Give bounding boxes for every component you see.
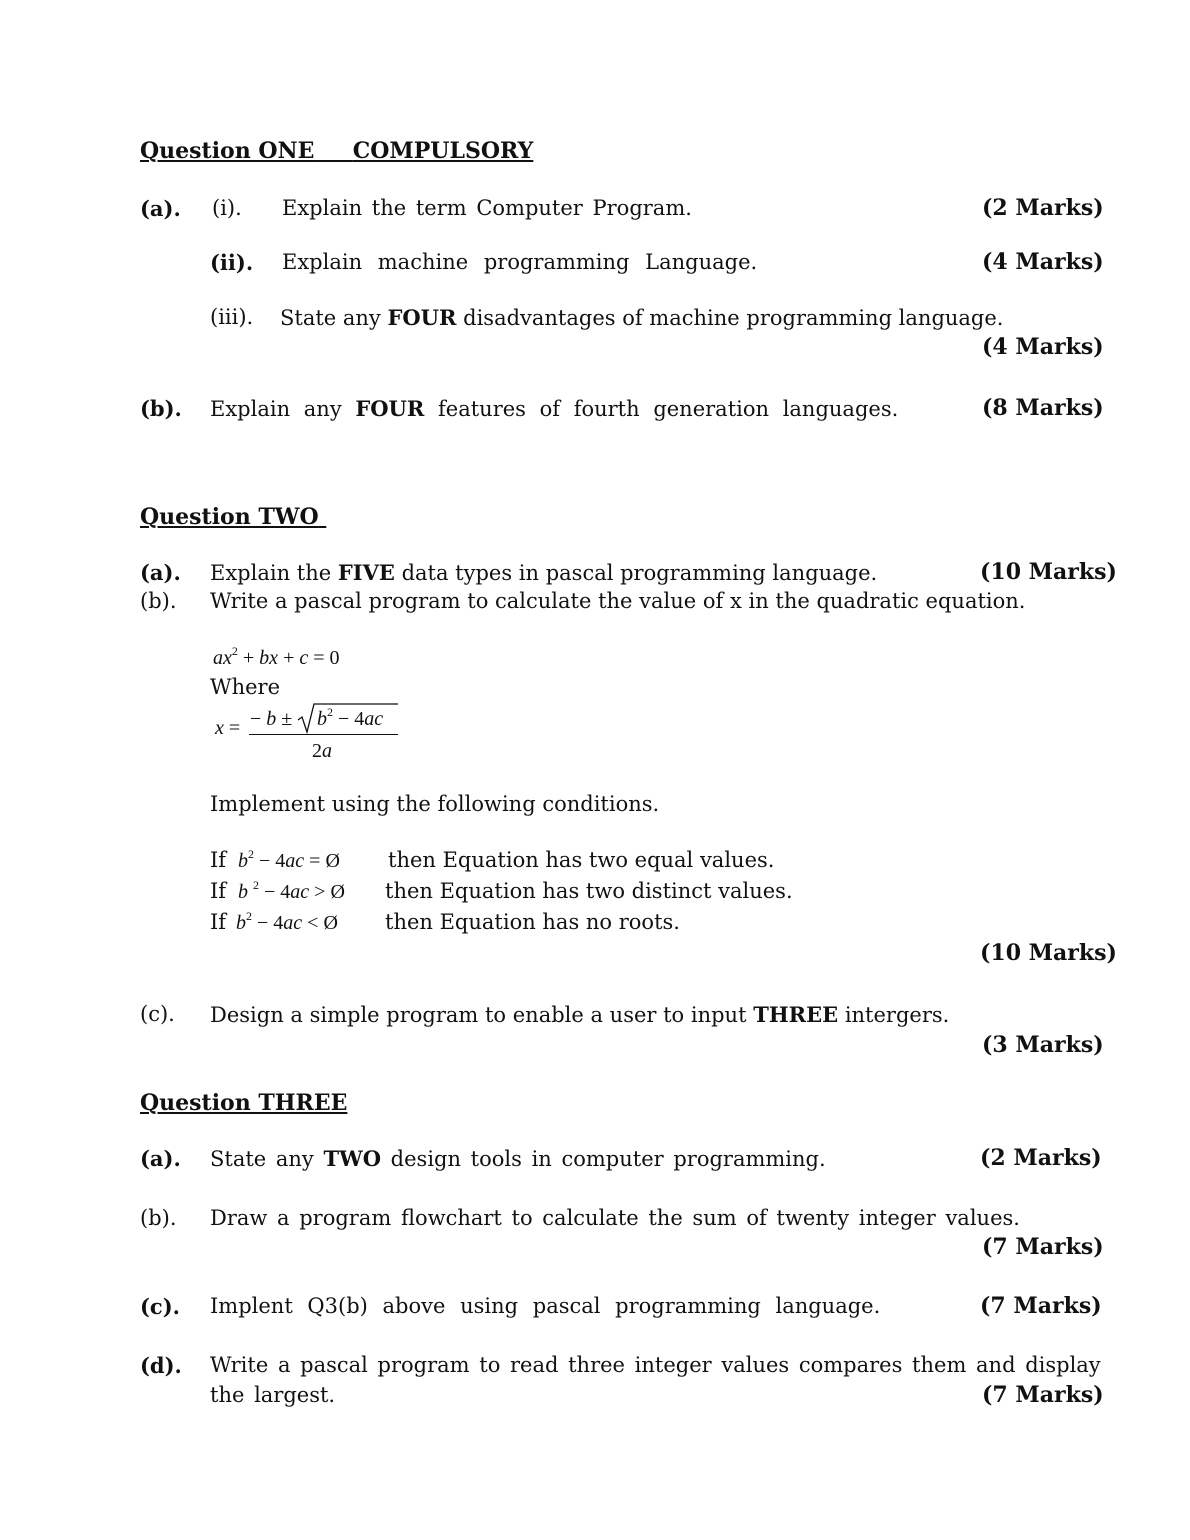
q1-a-iii-label: (iii). (210, 305, 254, 329)
cond2-expr: b $^2$ − 4ac > Ø (238, 878, 345, 903)
q1-a-i-text: Explain the term Computer Program. (282, 196, 692, 220)
q2-a-text: Explain the FIVE data types in pascal programming language. (210, 560, 878, 585)
q2-b-marks: (10 Marks) (980, 940, 1117, 966)
q3-d-marks: (7 Marks) (982, 1382, 1104, 1408)
cond1-if: If (210, 848, 227, 872)
q3-c-label: (c). (140, 1294, 180, 1319)
q2-b-text: Write a pascal program to calculate the value of x in the quadratic equation. (210, 589, 1026, 613)
q2-c-label: (c). (140, 1002, 175, 1026)
cond3-text: then Equation has no roots. (385, 910, 680, 934)
q3-d-text-line2: the largest. (210, 1383, 336, 1407)
q3-d-text-line1: Write a pascal program to read three integer values compares them and display (210, 1353, 1101, 1377)
q2-a-marks: (10 Marks) (980, 559, 1117, 585)
q1-a-ii-marks: (4 Marks) (982, 249, 1104, 275)
q1-b-label: (b). (140, 396, 182, 421)
q2-a-label: (a). (140, 560, 181, 585)
fraction-bar (249, 734, 398, 735)
formula-numerator: − b ± (250, 708, 293, 730)
q2-b-label: (b). (140, 589, 177, 613)
cond1-text: then Equation has two equal values. (388, 848, 775, 872)
q3-b-label: (b). (140, 1206, 177, 1230)
formula-lhs: x = (215, 717, 241, 739)
where-label: Where (210, 675, 281, 699)
q1-a-ii-text: Explain machine programming Language. (282, 250, 758, 274)
cond3-if: If (210, 910, 227, 934)
q1-b-text: Explain any FOUR features of fourth generation languages. (210, 396, 899, 421)
q3-b-text: Draw a program flowchart to calculate the sum of twenty integer values. (210, 1206, 1020, 1230)
q2-c-marks: (3 Marks) (982, 1032, 1104, 1058)
cond2-if: If (210, 879, 227, 903)
q1-a-iii-text: State any FOUR disadvantages of machine programming language. (280, 305, 1004, 330)
implement-text: Implement using the following conditions. (210, 792, 660, 816)
q3-c-marks: (7 Marks) (980, 1293, 1102, 1319)
cond3-expr: $b^2 - 4ac$ < Ø (236, 909, 338, 934)
q3-d-label: (d). (140, 1353, 182, 1378)
q1-b-marks: (8 Marks) (982, 395, 1104, 421)
q1-a-i-marks: (2 Marks) (982, 195, 1104, 221)
q1-heading: Question ONE COMPULSORY (140, 138, 534, 164)
q3-c-text: Implent Q3(b) above using pascal programming language. (210, 1294, 881, 1318)
q1-a-label: (a). (140, 196, 181, 221)
q1-a-iii-marks: (4 Marks) (982, 334, 1104, 360)
q2-c-text: Design a simple program to enable a user to input THREE intergers. (210, 1002, 950, 1027)
q3-a-label: (a). (140, 1146, 181, 1171)
q3-a-marks: (2 Marks) (980, 1145, 1102, 1171)
q1-a-i-label: (i). (212, 196, 242, 220)
q1-a-ii-label: (ii). (210, 250, 254, 275)
q3-b-marks: (7 Marks) (982, 1234, 1104, 1260)
q3-heading: Question THREE (140, 1090, 348, 1116)
cond1-expr: $b^2 - 4ac$ = Ø (238, 847, 340, 872)
formula-denominator: 2a (312, 740, 332, 762)
q3-a-text: State any TWO design tools in computer programming. (210, 1146, 826, 1171)
q2-heading: Question TWO (140, 504, 319, 530)
formula-radicand: $b^2 - 4ac$ (317, 705, 384, 730)
cond2-text: then Equation has two distinct values. (385, 879, 793, 903)
quadratic-equation: $ax^2$ + bx + c = 0 (213, 644, 340, 669)
